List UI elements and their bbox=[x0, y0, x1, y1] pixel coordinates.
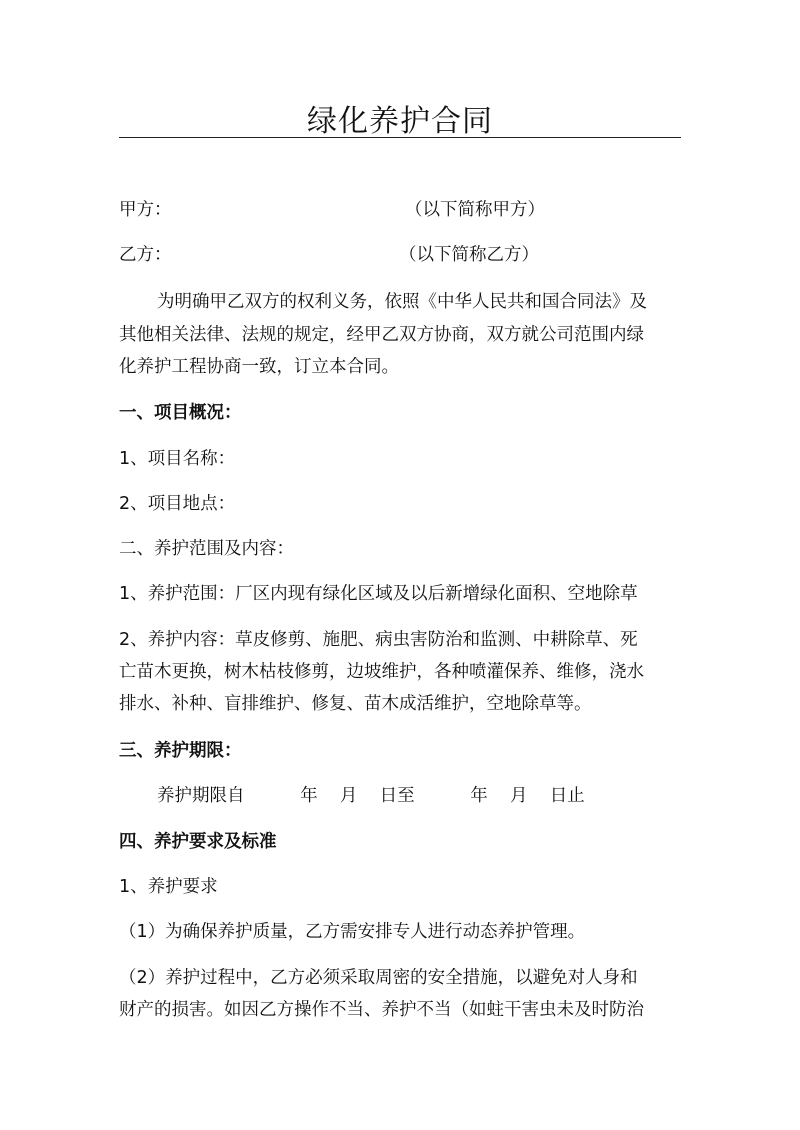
section3-heading: 三、养护期限： bbox=[119, 741, 242, 761]
section4-heading: 四、养护要求及标准 bbox=[119, 832, 277, 852]
party-b-note: （以下简称乙方） bbox=[399, 245, 539, 265]
project-name-label: 1、项目名称： bbox=[119, 449, 236, 469]
maintenance-period: 养护期限自 年 月 日至 年 月 日止 bbox=[157, 786, 585, 806]
section2-heading: 二、养护范围及内容： bbox=[119, 539, 294, 559]
intro-line-1: 为明确甲乙双方的权利义务，依照《中华人民共和国合同法》及 bbox=[157, 292, 647, 312]
intro-line-2: 其他相关法律、法规的规定，经甲乙双方协商，双方就公司范围内绿 bbox=[119, 325, 644, 345]
maintenance-scope: 1、养护范围：厂区内现有绿化区域及以后新增绿化面积、空地除草 bbox=[119, 584, 638, 604]
project-location-label: 2、项目地点： bbox=[119, 494, 236, 514]
party-a-label: 甲方： bbox=[119, 200, 172, 220]
requirement-1: （1）为确保养护质量，乙方需安排专人进行动态养护管理。 bbox=[119, 922, 586, 942]
title-underline bbox=[119, 137, 681, 138]
document-title: 绿化养护合同 bbox=[307, 104, 493, 139]
maintenance-content-line-2: 亡苗木更换，树木枯枝修剪，边坡维护，各种喷灌保养、维修，浇水 bbox=[119, 662, 644, 682]
requirements-subheading: 1、养护要求 bbox=[119, 877, 218, 897]
maintenance-content-line-3: 排水、补种、盲排维护、修复、苗木成活维护，空地除草等。 bbox=[119, 694, 592, 714]
party-b-label: 乙方： bbox=[119, 245, 172, 265]
party-a-note: （以下简称甲方） bbox=[405, 200, 545, 220]
requirement-2-line-1: （2）养护过程中，乙方必须采取周密的安全措施，以避免对人身和 bbox=[119, 968, 638, 988]
section1-heading: 一、项目概况： bbox=[119, 403, 242, 423]
intro-line-3: 化养护工程协商一致，订立本合同。 bbox=[119, 357, 399, 377]
requirement-2-line-2: 财产的损害。如因乙方操作不当、养护不当（如蛀干害虫未及时防治 bbox=[119, 1000, 644, 1020]
maintenance-content-line-1: 2、养护内容：草皮修剪、施肥、病虫害防治和监测、中耕除草、死 bbox=[119, 630, 638, 650]
